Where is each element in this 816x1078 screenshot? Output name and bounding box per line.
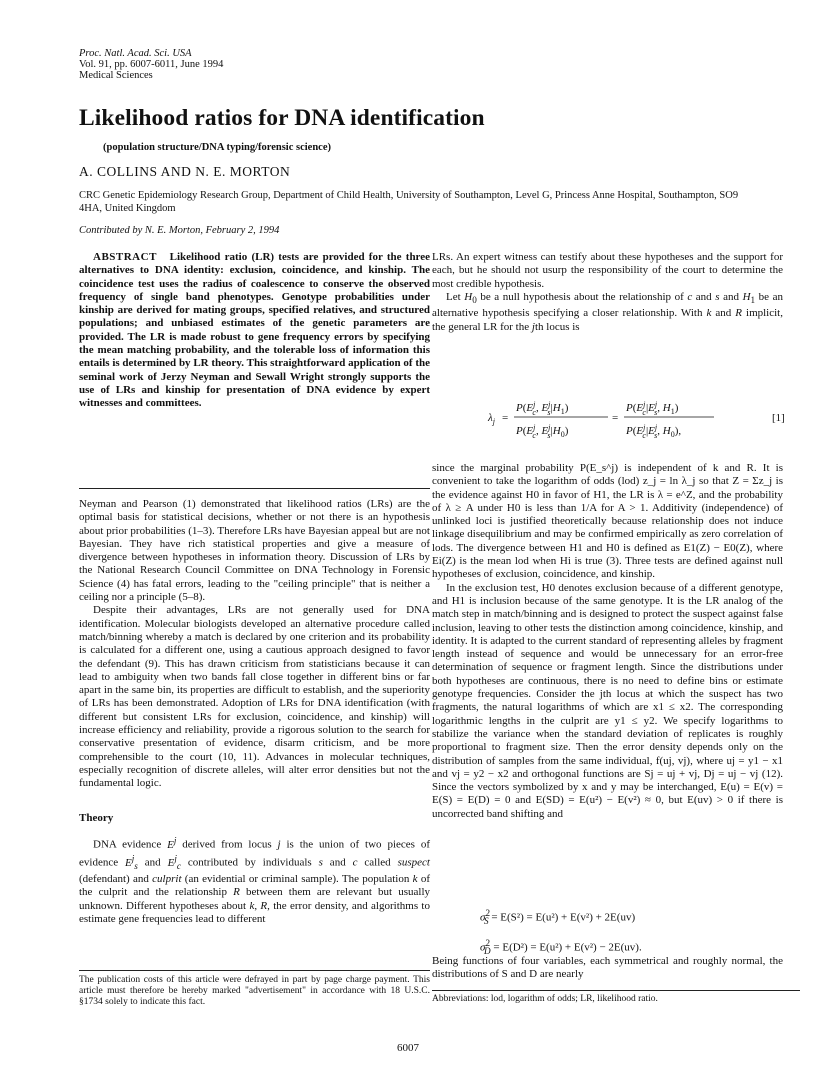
intro-paragraph-2: Despite their advantages, LRs are not generally used for DNA identification. Molecular biologists developed an alternative procedure called match/binning whereby a match is declared by one criterion and its probability is calculated for a different one, using a cautious approach designed to favor the defendant (9). This has drawn criticism from statisticians because it can lead to ambiguity when two bands fall close together in different bins or far apart in the same bin, its properties are difficult to establish, and the superiority of LRs has been demonstrated. Adoption of LRs for DNA identification (with different but consistent LRs for exclusion, coincidence, and kinship) will increase efficiency and reliability, provide a rigorous solution to the search for conservative presentation of evidence, disarm criticism, and be more comprehensible to the court (10, 11). Advances in molecular techniques, especially recognition of discrete alleles, will alter error densities but not the fundamental logic.	[79, 604, 430, 790]
variance-equations	[480, 902, 642, 962]
theory-paragraph-1: DNA evidence $E^j$ derived from locus j is the union of two pieces of evidence $E^j_s$ and $E^j_c$ contributed by individuals s and c called suspect (defendant) and culprit (an evidential or criminal sample). The population k of the culprit and the relationship R between them are relevant but usually unknown. Different hypotheses about k, R, the error density, and algorithms to estimate gene frequencies lead to different	[79, 835, 431, 925]
publication-cost-footnote: The publication costs of this article were defrayed in part by page charge payment. This article must therefore be hereby marked "advertisement" in accordance with 18 U.S.C. §1734 solely to indicate this fact.	[79, 975, 430, 1007]
article-title: Likelihood ratios for DNA identification	[79, 105, 485, 131]
theory-section	[79, 834, 430, 926]
abstract	[79, 251, 430, 411]
page-number: 6007	[397, 1042, 419, 1054]
abbreviations-footnote: Abbreviations: lod, logarithm of odds; LR, likelihood ratio.	[432, 994, 658, 1004]
right-column-top	[432, 251, 783, 334]
svg-text:P(Ejc|Ejs, H0),: $P(E^j$ $c|E^j$ s, $H_0$),	[626, 423, 682, 440]
right-paragraph-5: Being functions of four variables, each symmetrical and roughly normal, the distributions of S and D are nearly	[432, 955, 783, 981]
article-authors: A. COLLINS AND N. E. MORTON	[79, 164, 291, 179]
svg-text:P(Ejc, Ejs|H1): $P(E^j$ c, $E^j$ $s|H_1$)	[516, 400, 569, 417]
svg-text:=: =	[612, 412, 619, 424]
intro-paragraph-1: Neyman and Pearson (1) demonstrated that likelihood ratios (LRs) are the optimal basis for statistical decisions, whether or not there is an hypothesis about prior probabilities (1–3). Therefore LRs have Bayesian appeal but are not Bayesian. They have rich statistical properties and give a measure of divergence between hypotheses in information theory. Discussion of LRs by the National Research Council Committee on DNA Technology in Forensic Science (4) has fatal errors, leading to the "ceiling principle" that is neither a ceiling nor a principle (5–8).	[79, 498, 430, 604]
theory-heading: Theory	[79, 812, 114, 824]
svg-text:P(Ejc, Ejs|H0): $P(E^j$ c, $E^j$ $s|H_0$)	[516, 423, 569, 440]
right-paragraph-2: Let $H_0$ be a null hypothesis about the relationship of c and s and $H_1$ be an alternative hypothesis specifying a closer relationship. With k and R implicit, the general LR for the jth locus is	[432, 290, 784, 333]
equation-1	[432, 389, 800, 447]
introduction	[79, 498, 430, 791]
abstract-rule-bottom	[79, 488, 430, 489]
journal-name: Proc. Natl. Acad. Sci. USA	[79, 48, 192, 59]
svg-text:λj: $\lambda_j$	[488, 412, 495, 426]
equation-1-number: [1]	[772, 412, 785, 424]
variance-equation-d: $\sigma^2_D = E(D^2) = E(u^2) + E(v^2) - 2E(uv)$.	[480, 937, 642, 956]
svg-text:=: =	[502, 412, 509, 424]
journal-volume: Vol. 91, pp. 6007-6011, June 1994	[79, 59, 224, 70]
contributed-by: Contributed by N. E. Morton, February 2, 1994	[79, 225, 280, 236]
right-paragraph-1: LRs. An expert witness can testify about these hypotheses and the support for each, but he should not usurp the responsibility of the court to determine the most credible hypothesis.	[432, 251, 783, 290]
article-keywords: (population structure/DNA typing/forensic science)	[103, 142, 331, 153]
right-column-bottom	[432, 955, 783, 982]
right-paragraph-3: since the marginal probability P(E_s^j) is independent of k and R. It is convenient to take the logarithm of odds (lod) z_j = ln λ_j so that Z = Σz_j is the evidence against H0 in favor of H1, the LR is λ = e^Z, and the probability of λ ≥ A under H0 is less than 1/A for A > 1. Additivity (independence) of unlinked loci is justified theoretically because relationship does not induce linkage disequilibrium and may be confirmed empirically as zero correlation of lods. The divergence between H1 and H0 is defined as E1(Z) − E0(Z), where Ei(Z) is the mean lod when Hi is true (3). Three tests are defined against null hypotheses of exclusion, coincidence, and kinship.	[432, 462, 783, 581]
abstract-text: Likelihood ratio (LR) tests are provided for the three alternatives to DNA identity: exclusion, coincidence, and kinship. The coincidence test uses the radius of coalescence to conserve the observed frequency of single band phenotypes. Genotype probabilities under kinship are derived for mating groups, specified relatives, and structured populations; and unbiased estimates of the genetic parameters are provided. The LR is made robust to gene frequency errors by specifying the mean matching probability, and the tolerable loss of information this entails is determined by LR theory. This straightforward application of the seminal work of Jerzy Neyman and Sewall Wright strongly supports the use of LRs and kinship for presentation of DNA evidence by expert witnesses and committees.	[79, 251, 431, 410]
journal-reference	[79, 48, 223, 81]
author-affiliation: CRC Genetic Epidemiology Research Group, Department of Child Health, University of Southampton, Level G, Princess Anne Hospital, Southampton, SO9 4HA, United Kingdom	[79, 190, 739, 214]
variance-equation-s: $\sigma^2_S = E(S^2) = E(u^2) + E(v^2) + 2E(uv)$	[480, 908, 636, 926]
svg-text:P(Ejc|Ejs, H1): $P(E^j$ $c|E^j$ s, $H_1$)	[626, 400, 679, 417]
footnote-rule	[79, 970, 430, 971]
right-column-middle	[432, 462, 783, 821]
abbreviations-rule	[432, 990, 800, 991]
journal-section: Medical Sciences	[79, 70, 153, 81]
equation-1-figure	[432, 389, 800, 447]
abstract-label: ABSTRACT	[93, 251, 157, 263]
right-paragraph-4: In the exclusion test, H0 denotes exclusion because of a different genotype, and H1 is inclusion because of the same genotype. It is the LR analog of the match step in match/binning and is designed to protect the suspect against false inclusion, leaving to other tests the distinction among coincidence, kinship, and identity. It is adapted to the current standard of representing alleles by fragment length instead of sequence and would be unnecessary for an error-free determination of sequence or fragment length. Since the distributions under both hypotheses are continuous, there is no need to define bins or estimate genotype frequencies. Consider the jth locus at which the suspect has two fragments, the natural logarithms of which are x1 ≤ x2. The corresponding logarithmic lengths in the culprit are y1 ≤ y2. We specify logarithms to stabilize the variance when the standard deviation of replicates is roughly proportional to fragment size. Then the error density depends only on the distribution of samples from the same individual, f(uj, vj), where uj = y1 − x1 and vj = y2 − x2 and orthogonal functions are Sj = uj + vj, Dj = uj − vj (12). Since the vectors symbolized by x and y may be interchanged, E(u) = E(v) = E(S) = E(D) = 0 and E(SD) = E(u²) − E(v²) ≈ 0, but E(uv) > 0 if there is uncorrected band shifting and	[432, 581, 783, 820]
